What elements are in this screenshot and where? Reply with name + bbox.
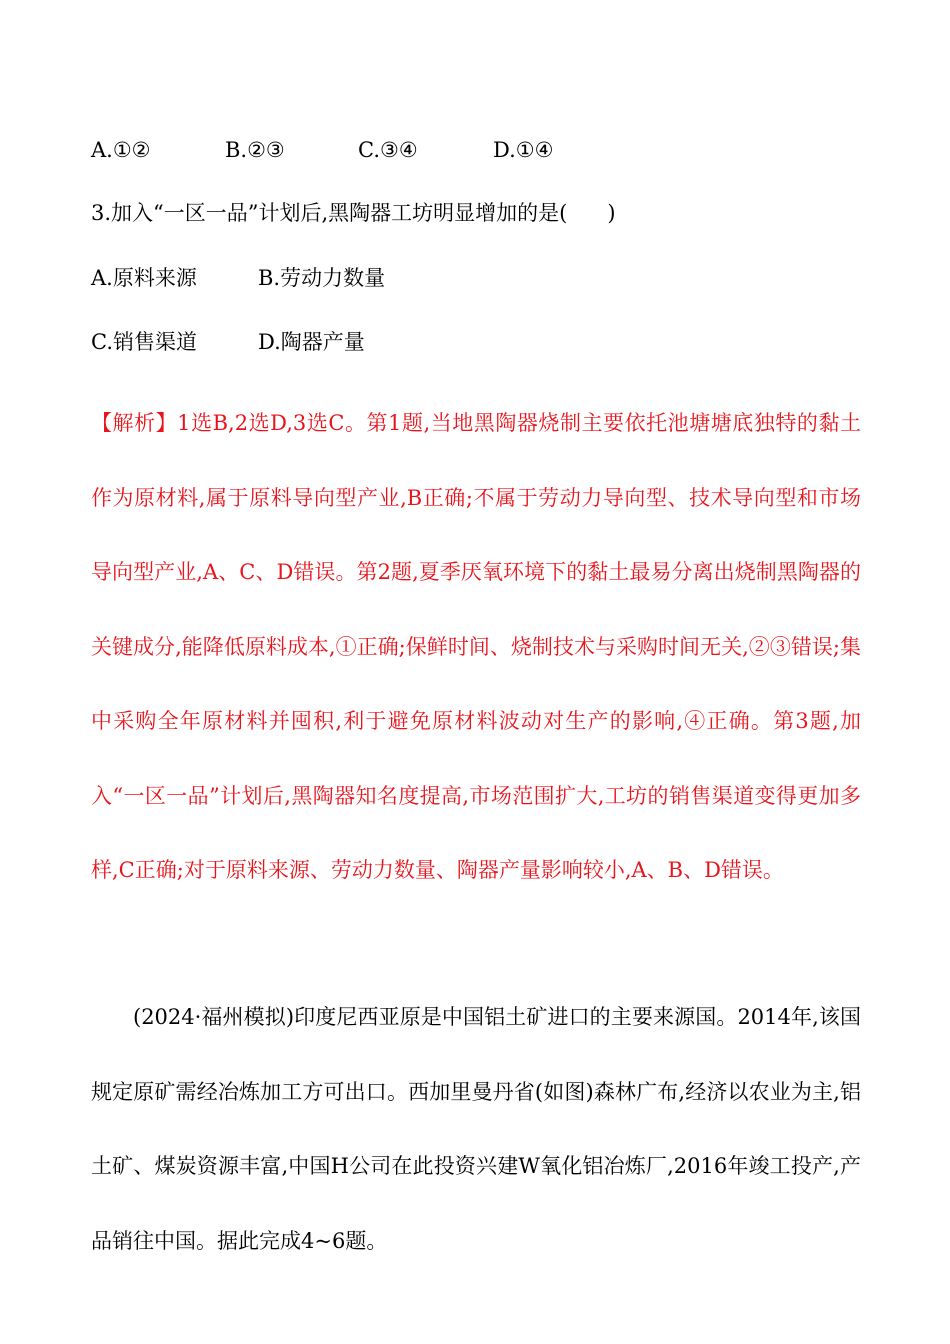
q2-options	[91, 135, 591, 165]
document-page	[91, 0, 861, 1344]
analysis-paragraph: 【解析】1选B,2选D,3选C。第1题,当地黑陶器烧制主要依托池塘塘底独特的黏土作为原材料,属于原料导向型产业,B正确;不属于劳动力导向型、技术导向型和市场导向型产业,A、C、D错误。第2题,夏季厌氧环境下的黏土最易分离出烧制黑陶器的关键成分,能降低原料成本,①正确;保鲜时间、烧制技术与采购时间无关,②③错误;集中采购全年原材料并囤积,利于避免原材料波动对生产的影响,④正确。第3题,加入“一区一品”计划后,黑陶器知名度提高,市场范围扩大,工坊的销售渠道变得更加多样,C正确;对于原料来源、劳动力数量、陶器产量影响较小,A、B、D错误。	[91, 411, 861, 882]
q2-option-b[interactable]: B.②③	[225, 138, 285, 162]
material-paragraph: (2024·福州模拟)印度尼西亚原是中国铝土矿进口的主要来源国。2014年,该国规定原矿需经冶炼加工方可出口。西加里曼丹省(如图)森林广布,经济以农业为主,铝土矿、煤炭资源丰富,中国H公司在此投资兴建W氧化铝冶炼厂,2016年竣工投产,产品销往中国。据此完成4~6题。	[91, 1005, 861, 1253]
q2-option-c[interactable]: C.③④	[358, 138, 418, 162]
q3-stem	[91, 198, 616, 228]
q2-option-d[interactable]: D.①④	[493, 138, 554, 162]
q3-stem-text: 3.加入“一区一品”计划后,黑陶器工坊明显增加的是(	[91, 201, 568, 225]
q2-option-a[interactable]: A.①②	[91, 138, 151, 162]
q3-options-row1	[91, 263, 491, 293]
q3-option-c[interactable]: C.销售渠道	[91, 330, 197, 354]
q3-option-d[interactable]: D.陶器产量	[258, 330, 365, 354]
q3-option-a[interactable]: A.原料来源	[91, 266, 197, 290]
q3-stem-close: )	[607, 201, 616, 225]
q3-options-row2	[91, 327, 491, 357]
q3-option-b[interactable]: B.劳动力数量	[258, 266, 386, 290]
